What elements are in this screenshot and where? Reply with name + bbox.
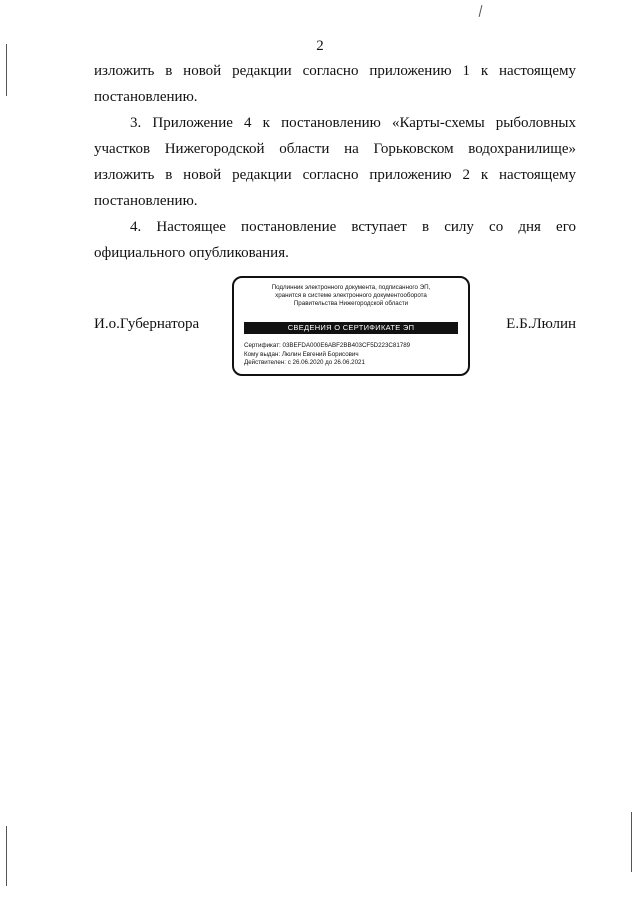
stamp-certificate-row [244,342,462,351]
paragraph-line: постановлению. [94,193,198,209]
signer-name: Е.Б.Люлин [506,316,576,332]
paragraph-line: изложить в новой редакции согласно приложению 2 к настоящему [94,167,576,183]
paragraph-line: официального опубликования. [94,245,289,261]
signer-title: И.о.Губернатора [94,316,200,332]
paragraph-3 [94,214,576,266]
paragraph-1 [94,58,576,110]
stamp-valid-label: Действителен: [244,359,286,366]
scan-edge-mark [631,812,632,872]
electronic-signature-stamp [232,276,470,376]
stamp-header [240,284,462,308]
paragraph-line: 4. Настоящее постановление вступает в силу со дня его [130,219,576,235]
scan-stroke-mark [479,5,483,17]
stamp-certificate-band: СВЕДЕНИЯ О СЕРТИФИКАТЕ ЭП [244,322,458,334]
paragraph-line: изложить в новой редакции согласно приложению 1 к настоящему [94,63,576,79]
paragraph-2 [94,110,576,214]
scan-edge-mark [6,826,7,886]
scan-edge-mark [6,44,7,96]
stamp-issued-to-row [244,351,462,360]
page-number: 2 [316,38,324,54]
paragraph-line: участков Нижегородской области на Горьковском водохранилище» [94,141,576,157]
stamp-issued-to-value: Люлин Евгений Борисович [281,350,359,358]
stamp-valid-row [244,359,462,368]
stamp-header-line: Правительства Нижегородской области [293,300,409,307]
stamp-details [244,342,462,368]
paragraph-line: постановлению. [94,89,198,105]
stamp-certificate-value: 03BEFDA000E6ABF2BB403CF5D223C81789 [282,342,411,349]
stamp-valid-value: с 26.06.2020 до 26.06.2021 [287,359,365,366]
stamp-issued-to-label: Кому выдан: [244,350,281,358]
stamp-certificate-label: Сертификат: [244,342,281,349]
stamp-header-line: хранится в системе электронного документооборота [275,292,427,299]
stamp-header-line: Подлинник электронного документа, подписанного ЭП, [271,284,431,291]
paragraph-line: 3. Приложение 4 к постановлению «Карты-схемы рыболовных [130,115,576,131]
